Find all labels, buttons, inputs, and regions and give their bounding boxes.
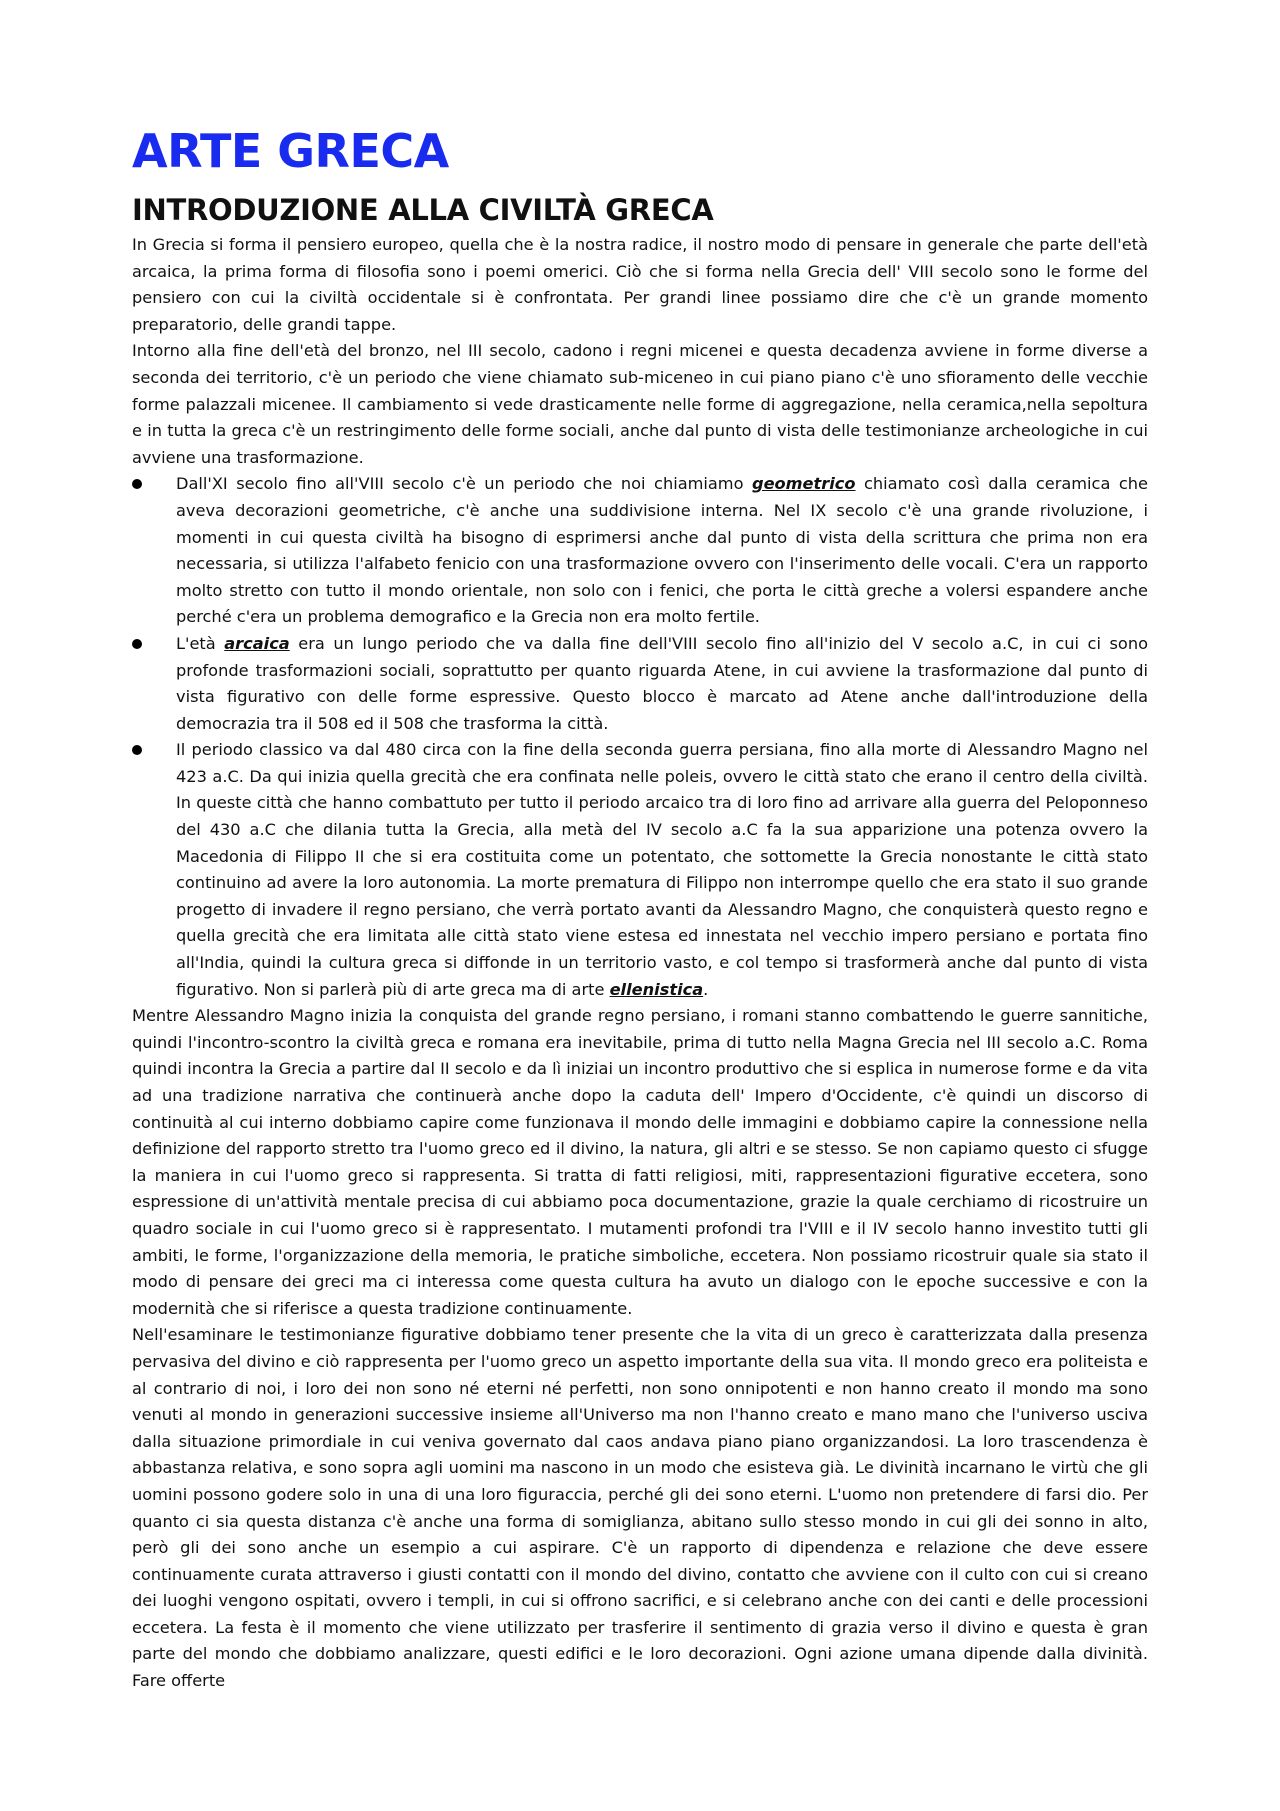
list-item-arcaica [132,631,1148,737]
intro-paragraph: Intorno alla fine dell'età del bronzo, nel III secolo, cadono i regni micenei e questa decadenza avviene in forme diverse a seconda dei territorio, c'è un periodo che viene chiamato sub-miceneo in cui piano piano c'è uno sfioramento delle vecchie forme palazzali micenee. Il cambiamento si vede drasticamente nelle forme di aggregazione, nella ceramica,nella sepoltura e in tutta la greca c'è un restringimento delle forme sociali, anche dal punto di vista delle testimonianze archeologiche in cui avviene una trasformazione. [132,341,1148,467]
period-list [132,471,1148,1003]
bullet-icon [132,479,142,489]
intro-paragraph: In Grecia si forma il pensiero europeo, quella che è la nostra radice, il nostro modo di pensare in generale che parte dell'età arcaica, la prima forma di filosofia sono i poemi omerici. Ciò che si forma nella Grecia dell' VIII secolo sono le forme del pensiero con cui la civiltà occidentale si è confrontata. Per grandi linee possiamo dire che c'è un grande momento preparatorio, delle grandi tappe. [132,235,1148,334]
list-item-geometrico [132,471,1148,631]
keyword-arcaica: arcaica [224,633,290,653]
bullet-text: L'età [176,633,225,653]
bullet-icon [132,745,142,755]
bullet-text: era un lungo periodo che va dalla fine dell'VIII secolo fino all'inizio del V secolo a.C, in cui ci sono profonde trasformazioni sociali, soprattutto per quanto riguarda Atene, in cui avviene la trasformazione dal punto di vista figurativo con delle forme espressive. Questo blocco è marcato ad Atene anche dall'introduzione della democrazia tra il 508 ed il 508 che trasforma la città. [176,633,1148,733]
document-title: ARTE GRECA [132,124,449,178]
keyword-geometrico: geometrico [751,474,856,494]
body-paragraph: Nell'esaminare le testimonianze figurative dobbiamo tener presente che la vita di un greco è caratterizzata dalla presenza pervasiva del divino e ciò rappresenta per l'uomo greco un aspetto importante della sua vita. Il mondo greco era politeista e al contrario di noi, i loro dei non sono né eterni né perfetti, non sono onnipotenti e non hanno creato il mondo ma sono venuti al mondo in generazioni successive insieme all'Universo ma non l'hanno creato e mano mano che l'universo usciva dalla situazione primordiale in cui veniva governato dal caos andava piano piano organizzandosi. La loro trascendenza è abbastanza relativa, e sono sopra agli uomini ma nascono in un modo che esisteva già. Le divinità incarnano le virtù che gli uomini possono godere solo in una di una loro figuraccia, perché gli dei sono eterni. L'uomo non pretendere di farsi dio. Per quanto ci sia questa distanza c'è anche una forma di somiglianza, abitano sullo stesso mondo in cui gli dei sonno in alto, però gli dei sono anche un esempio a cui aspirare. C'è un rapporto di dipendenza e relazione che deve essere continuamente curata attraverso i giusti contatti con il mondo del divino, contatto che avviene con il culto con cui si creano dei luoghi vengono ospitati, ovvero i templi, in cui si offrono sacrifici, e si celebrano anche con dei canti e delle processioni eccetera. La festa è il momento che viene utilizzato per trasferire il sentimento di grazia verso il divino e questa è gran parte del mondo che dobbiamo analizzare, questi edifici e le loro decorazioni. Ogni azione umana dipende dalla divinità. Fare offerte [132,1325,1148,1691]
list-item-classico [132,737,1148,1003]
bullet-text: Dall'XI secolo fino all'VIII secolo c'è un periodo che noi chiamiamo [176,474,752,494]
bullet-icon [132,639,142,649]
section-heading: INTRODUZIONE ALLA CIVILTÀ GRECA [132,193,714,227]
document-page [132,120,1148,1695]
bullet-text: Il periodo classico va dal 480 circa con la fine della seconda guerra persiana, fino alla morte di Alessandro Magno nel 423 a.C. Da qui inizia quella grecità che era confinata nelle poleis, ovvero le città stato che erano il centro della civiltà. In queste città che hanno combattuto per tutto il periodo arcaico tra di loro fino ad arrivare alla guerra del Peloponneso del 430 a.C che dilania tutta la Grecia, alla metà del IV secolo a.C fa la sua apparizione una potenza ovvero la Macedonia di Filippo II che si era costituita come un potentato, che sottomette la Grecia nonostante le città stato continuino ad avere la loro autonomia. La morte prematura di Filippo non interrompe quello che era stato il suo grande progetto di invadere il regno persiano, che verrà portato avanti da Alessandro Magno, che conquisterà questo regno e quella grecità che era limitata alle città stato viene estesa ed innestata nel vecchio impero persiano e portata fino all'India, quindi la cultura greca si diffonde in un territorio vasto, e col tempo si trasformerà anche dal punto di vista figurativo. Non si parlerà più di arte greca ma di arte [176,740,1148,999]
bullet-text: . [703,979,709,999]
bullet-text: chiamato così dalla ceramica che aveva decorazioni geometriche, c'è anche una suddivisione interna. Nel IX secolo c'è una grande rivoluzione, i momenti in cui questa civiltà ha bisogno di esprimersi anche dal punto di vista della scrittura che prima non era necessaria, si utilizza l'alfabeto fenicio con una trasformazione ovvero con l'inserimento delle vocali. C'era un rapporto molto stretto con tutto il mondo orientale, non solo con i fenici, che porta le città greche a volersi espandere anche perché c'era un problema demografico e la Grecia non era molto fertile. [176,474,1148,627]
keyword-ellenistica: ellenistica [609,979,704,999]
body-paragraph: Mentre Alessandro Magno inizia la conquista del grande regno persiano, i romani stanno combattendo le guerre sannitiche, quindi l'incontro-scontro la civiltà greca e romana era inevitabile, prima di tutto nella Magna Grecia nel III secolo a.C. Roma quindi incontra la Grecia a partire dal II secolo e da lì iniziai un incontro produttivo che si esplica in numerose forme e da vita ad una tradizione narrativa che continuerà anche dopo la caduta dell' Impero d'Occidente, c'è quindi un discorso di continuità al cui interno dobbiamo capire come funzionava il mondo delle immagini e dobbiamo capire la connessione nella definizione del rapporto stretto tra l'uomo greco ed il divino, la natura, gli altri e se stesso. Se non capiamo questo ci sfugge la maniera in cui l'uomo greco si rappresenta. Si tratta di fatti religiosi, miti, rappresentazioni figurative eccetera, sono espressione di un'attività mentale precisa di cui abbiamo poca documentazione, grazie la quale cerchiamo di ricostruire un quadro sociale in cui l'uomo greco si è rappresentato. I mutamenti profondi tra l'VIII e il IV secolo hanno investito tutti gli ambiti, le forme, l'organizzazione della memoria, le pratiche simboliche, eccetera. Non possiamo ricostruir quale sia stato il modo di pensare dei greci ma ci interessa come questa cultura ha avuto un dialogo con le epoche successive e con la modernità che si riferisce a questa tradizione continuamente. [132,1006,1148,1318]
